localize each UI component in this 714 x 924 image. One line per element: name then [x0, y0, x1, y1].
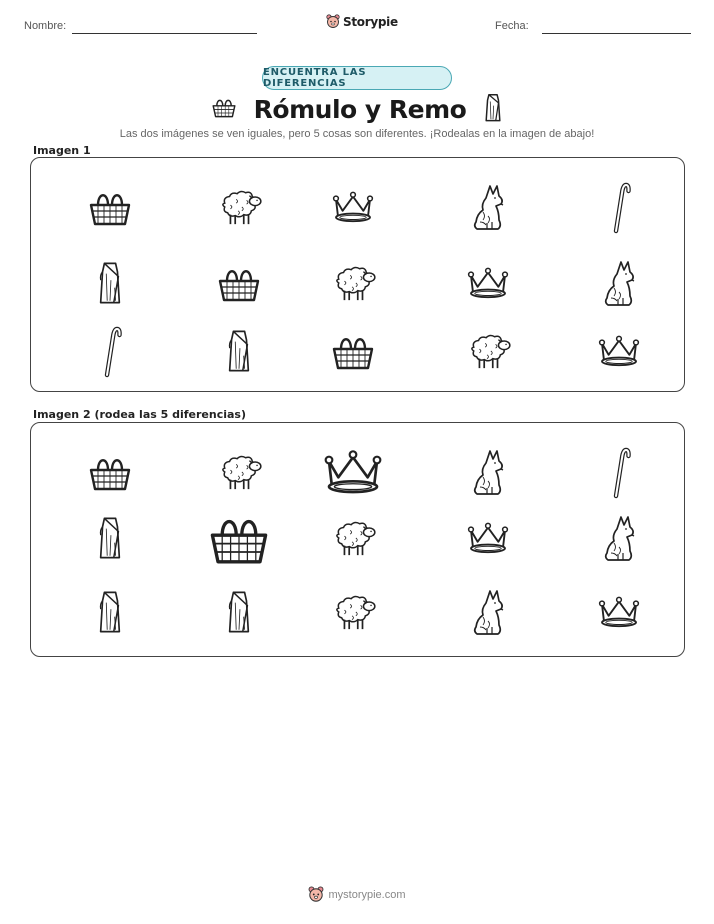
sheep-icon[interactable]	[321, 254, 385, 312]
toga-icon	[482, 92, 504, 127]
wolf-icon[interactable]	[456, 178, 520, 236]
brand-logo	[326, 14, 398, 30]
image1-panel	[30, 157, 685, 392]
sheep-icon[interactable]	[207, 443, 271, 501]
date-label: Fecha:	[495, 20, 529, 32]
basket-icon[interactable]	[78, 178, 142, 236]
name-field[interactable]	[72, 33, 257, 34]
crown-icon[interactable]	[456, 254, 520, 312]
basket-icon	[210, 95, 238, 124]
image2-label: Imagen 2 (rodea las 5 diferencias)	[33, 408, 247, 421]
staff-icon[interactable]	[587, 178, 651, 236]
crown-icon[interactable]	[587, 322, 651, 380]
sheep-icon[interactable]	[321, 583, 385, 641]
basket-icon[interactable]	[207, 254, 271, 312]
name-label: Nombre:	[24, 20, 67, 32]
date-field[interactable]	[542, 33, 691, 34]
activity-badge: ENCUENTRA LAS DIFERENCIAS	[262, 66, 452, 90]
basket-icon[interactable]	[78, 443, 142, 501]
basket-icon[interactable]	[321, 322, 385, 380]
toga-icon[interactable]	[207, 583, 271, 641]
toga-icon[interactable]	[78, 509, 142, 567]
toga-icon[interactable]	[78, 583, 142, 641]
wolf-icon[interactable]	[587, 509, 651, 567]
basket-icon[interactable]	[207, 509, 271, 567]
instructions: Las dos imágenes se ven iguales, pero 5 cosas son diferentes. ¡Rodealas en la imagen de abajo!	[119, 128, 595, 140]
bear-icon	[326, 14, 340, 30]
crown-icon[interactable]	[321, 178, 385, 236]
staff-icon[interactable]	[587, 443, 651, 501]
toga-icon[interactable]	[207, 322, 271, 380]
title-row	[0, 90, 714, 128]
footer	[0, 886, 714, 904]
wolf-icon[interactable]	[456, 583, 520, 641]
sheep-icon[interactable]	[207, 178, 271, 236]
page-title: Rómulo y Remo	[253, 94, 467, 124]
crown-icon[interactable]	[587, 583, 651, 641]
crown-icon[interactable]	[456, 509, 520, 567]
sheep-icon[interactable]	[321, 509, 385, 567]
sheep-icon[interactable]	[456, 322, 520, 380]
brand-name: Storypie	[343, 15, 398, 29]
image1-label: Imagen 1	[33, 144, 91, 157]
image2-panel[interactable]	[30, 422, 685, 657]
toga-icon[interactable]	[78, 254, 142, 312]
bear-icon	[308, 886, 324, 904]
footer-url: mystorypie.com	[328, 889, 406, 901]
wolf-icon[interactable]	[587, 254, 651, 312]
crown-icon[interactable]	[321, 443, 385, 501]
wolf-icon[interactable]	[456, 443, 520, 501]
staff-icon[interactable]	[78, 322, 142, 380]
